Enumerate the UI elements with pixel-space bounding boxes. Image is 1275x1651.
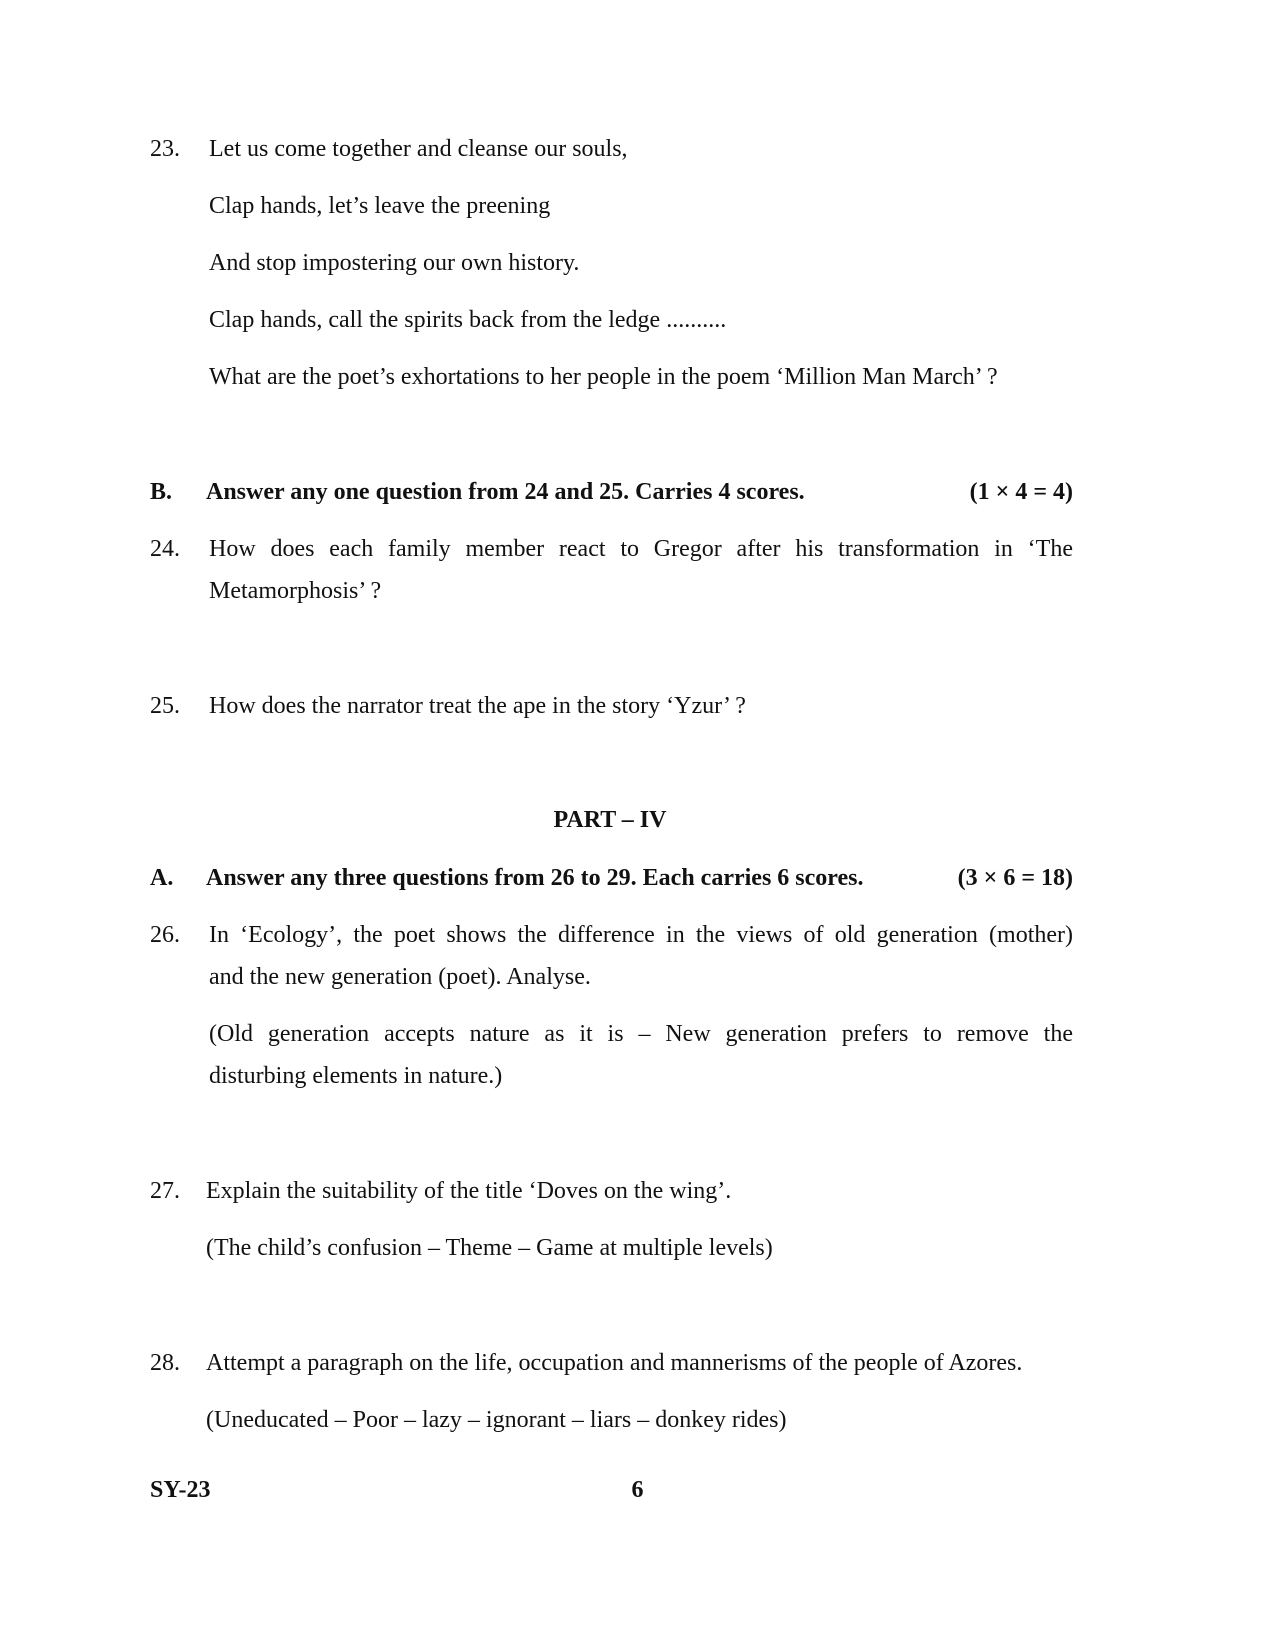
question-number: 24.	[150, 536, 180, 562]
poem-line: Clap hands, call the spirits back from the ledge ..........	[209, 307, 727, 333]
question-text: How does each family member react to Gregor after his transformation in ‘The	[209, 536, 1073, 562]
part-heading: PART – IV	[553, 807, 667, 833]
question-text: and the new generation (poet). Analyse.	[209, 964, 591, 990]
question-text: In ‘Ecology’, the poet shows the difference in the views of old generation (mother)	[209, 922, 1073, 948]
question-number: 25.	[150, 693, 180, 719]
question-number: 23.	[150, 136, 180, 162]
answer-hint: disturbing elements in nature.)	[209, 1063, 503, 1089]
poem-line: Clap hands, let’s leave the preening	[209, 193, 551, 219]
section-instruction: Answer any three questions from 26 to 29. Each carries 6 scores.	[206, 865, 864, 891]
question-text: Explain the suitability of the title ‘Doves on the wing’.	[206, 1178, 732, 1204]
question-number: 28.	[150, 1350, 180, 1376]
question-number: 26.	[150, 922, 180, 948]
poem-line: Let us come together and cleanse our souls,	[209, 136, 628, 162]
poem-line: And stop impostering our own history.	[209, 250, 580, 276]
question-text: Attempt a paragraph on the life, occupation and mannerisms of the people of Azores.	[206, 1350, 1023, 1376]
section-letter: B.	[150, 479, 173, 505]
answer-hint: (Uneducated – Poor – lazy – ignorant – liars – donkey rides)	[206, 1407, 787, 1433]
section-instruction: Answer any one question from 24 and 25. Carries 4 scores.	[206, 479, 805, 505]
footer-code: SY-23	[150, 1477, 211, 1503]
answer-hint: (The child’s confusion – Theme – Game at multiple levels)	[206, 1235, 773, 1261]
page-number: 6	[631, 1477, 644, 1503]
question-text: Metamorphosis’ ?	[209, 578, 382, 604]
section-marks: (1 × 4 = 4)	[969, 479, 1073, 505]
section-letter: A.	[150, 865, 174, 891]
answer-hint: (Old generation accepts nature as it is – New generation prefers to remove the	[209, 1021, 1073, 1047]
section-marks: (3 × 6 = 18)	[957, 865, 1073, 891]
question-text: What are the poet’s exhortations to her people in the poem ‘Million Man March’ ?	[209, 364, 998, 390]
question-text: How does the narrator treat the ape in the story ‘Yzur’ ?	[209, 693, 746, 719]
question-number: 27.	[150, 1178, 180, 1204]
